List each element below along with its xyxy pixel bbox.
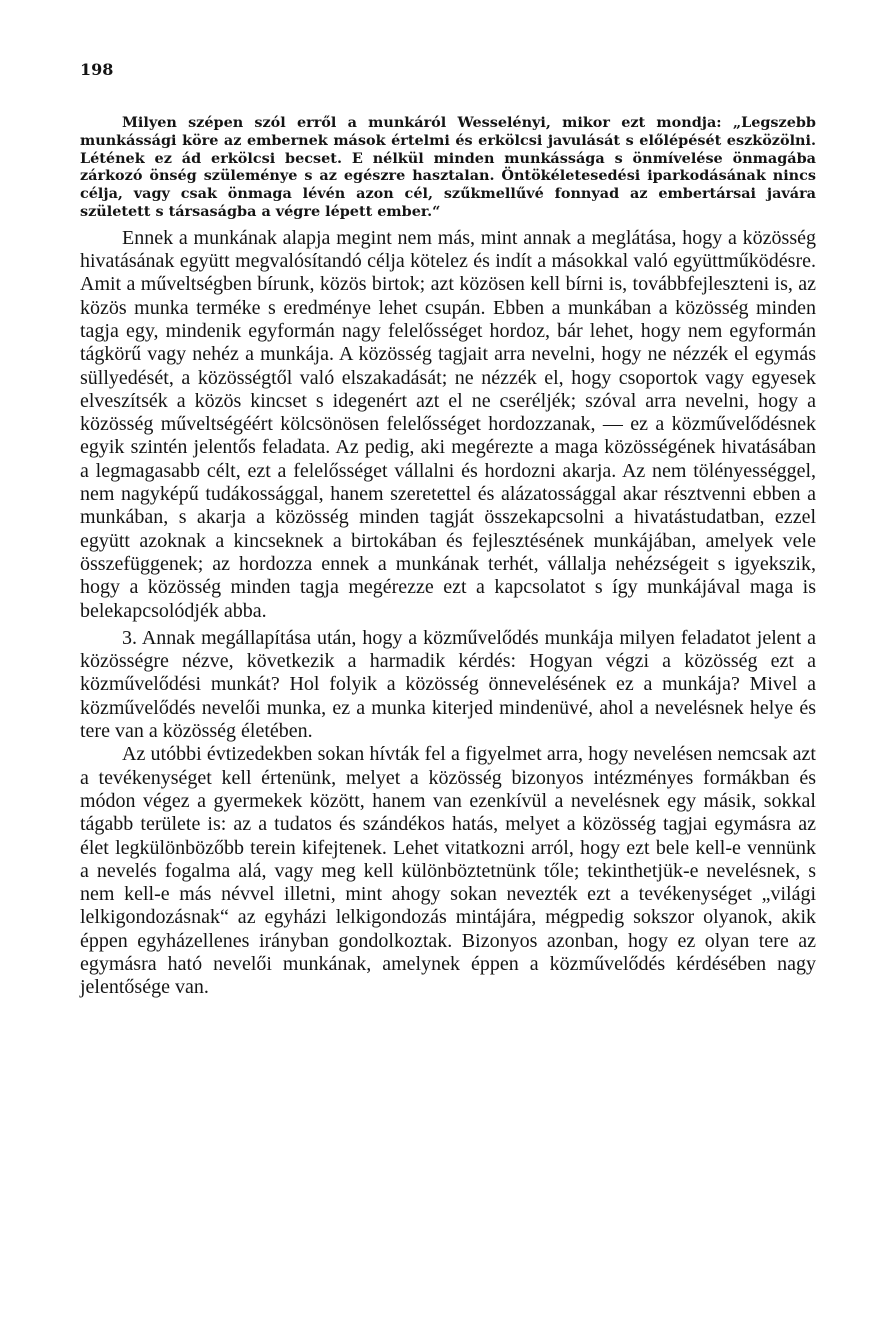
body-paragraph: Az utóbbi évtizedekben sokan hívták fel a figyelmet arra, hogy nevelésen nemcsak azt a tevékenységet kell értenünk, melyet a közösség bizonyos intézményes formákban és módon végez a gyermekek között, hanem van ezenkívül a nevelésnek egy másik, sokkal tágabb területe is: az a tudatos és szándékos hatás, melyet a közösség tagjai egymásra az élet legkülönbözőbb terein kifejtenek. Lehet vitatkozni arról, hogy ezt bele kell-e vennünk a nevelés fogalma alá, vagy meg kell különböztetnünk tőle; tekinthetjük-e nevelésnek, s nem kell-e más névvel illetni, mint ahogy sokan nevezték ezt a tevékenységet „világi lelkigondozásnak“ az egyházi lelkigondozás mintájára, mégpedig sokszor olyanok, akik éppen egyházellenes irányban gondolkoztak. Bizonyos azonban, hogy ez olyan tere az egymásra ható nevelői munkának, amelynek éppen a közművelődés kérdésében nagy jelentősége van.: [80, 743, 816, 999]
book-page: [80, 60, 816, 1300]
body-paragraph: Ennek a munkának alapja megint nem más, mint annak a meglátása, hogy a közösség hivatásának együtt megvalósítandó célja kötelez és indít a másokkal való együttműködésre. Amit a műveltségben bírunk, közös birtok; azt közösen kell bírni is, továbbfejleszteni is, az közös munka terméke s eredménye lehet csupán. Ebben a munkában a közösség minden tagja egy, mindenik egyformán nagy felelősséget hordoz, bár lehet, hogy nem egyformán tágkörű vagy nehéz a munkája. A közösség tagjait arra nevelni, hogy ne nézzék el egymás süllyedését, a közösségtől való elszakadását; ne nézzék el, hogy csoportok vagy egyesek elveszítsék a közös kincset s idegenért azt el ne cseréljék; szóval arra nevelni, hogy a közösség műveltségéért kölcsönösen felelősséget hordozzanak, — ez a közművelődésnek egyik szintén jelentős feladata. Az pedig, aki megérezte a maga közösségének hivatásában a legmagasabb célt, ezt a felelősséget vállalni és hordozni akarja. Az nem tölényességgel, nem nagyképű tudákossággal, hanem szeretettel és alázatossággal akar résztvenni ebben a munkában, s akarja a közösség minden tagját összekapcsolni a hivatástudatban, ezzel együtt azoknak a kincseknek a birtokában és fejlesztésének munkájában, amelyek vele összefüggenek; az hordozza ennek a munkának terhét, vállalja nehézségeit s igyekszik, hogy a közösség minden tagja megérezze ezt a kapcsolatot s így munkájával maga is belekapcsolódjék abba.: [80, 226, 816, 622]
page-number: 198: [80, 60, 114, 79]
body-paragraph: 3. Annak megállapítása után, hogy a közművelődés munkája milyen feladatot jelent a közösségre nézve, következik a harmadik kérdés: Hogyan végzi a közösség ezt a közművelődési munkát? Hol folyik a közösség önnevelésének ez a munkája? Mivel a közművelődés nevelői munka, ez a munka kiterjed mindenüvé, ahol a nevelésnek helye és tere van a közösség életében.: [80, 626, 816, 743]
quote-paragraph: Milyen szépen szól erről a munkáról Wesselényi, mikor ezt mondja: „Legszebb munkássági köre az embernek mások értelmi és erkölcsi javulását s előlépését eszközölni. Létének ez ád erkölcsi becset. E nélkül minden munkássága s önmívelése önmagába zárkozó önség szüleménye s az egészre hasztalan. Öntökéletesedési iparkodásának nincs célja, vagy csak önmaga lévén azon cél, szűkmellűvé fonnyad az embertársai javára született s társaságba a végre lépett ember.“: [80, 114, 816, 220]
